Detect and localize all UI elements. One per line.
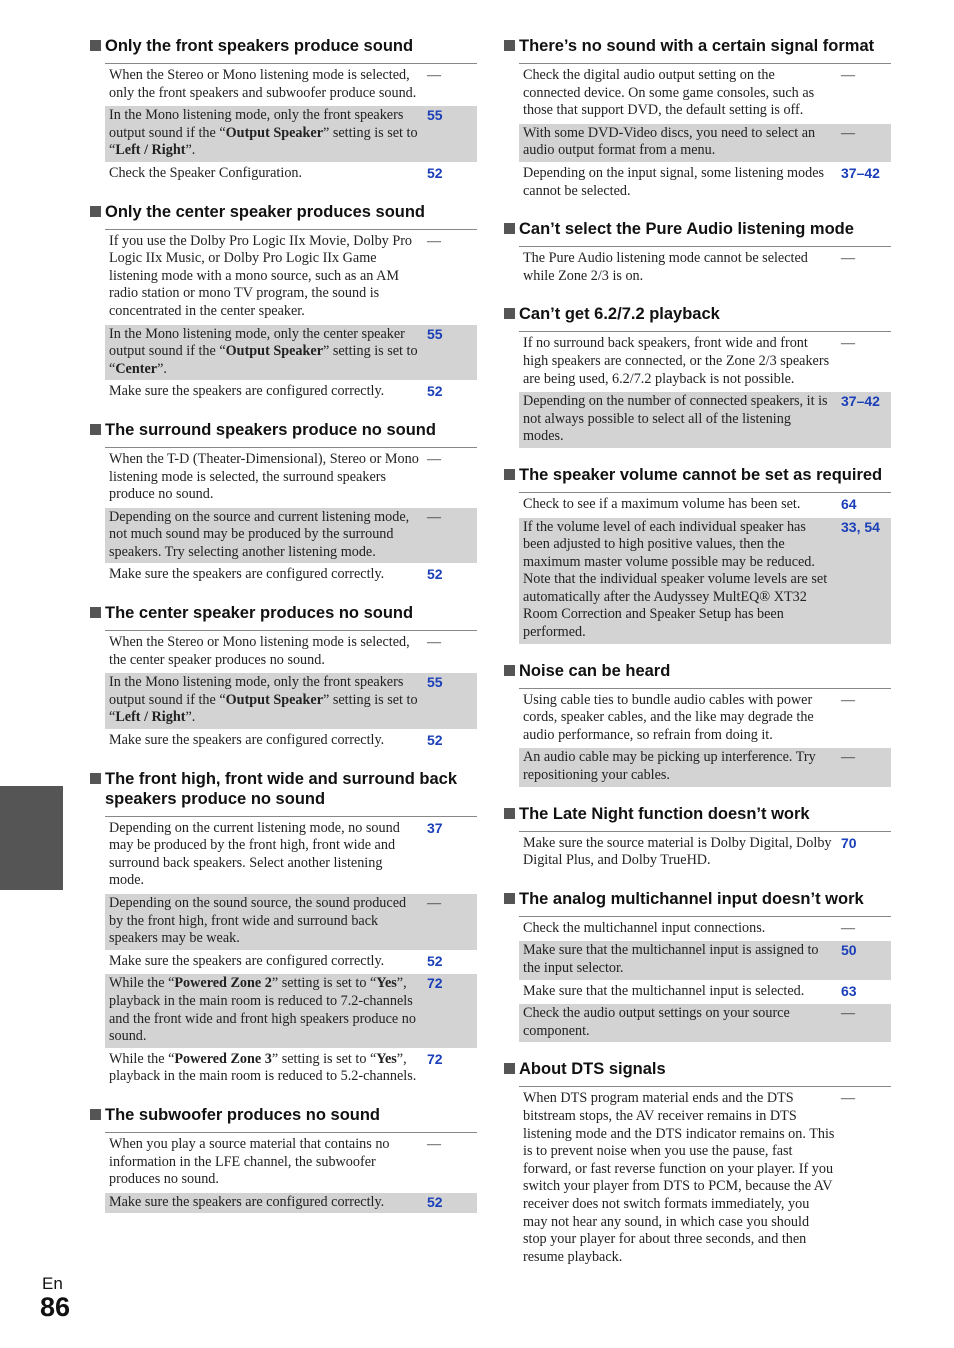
solution-text: Make sure the speakers are configured correctly. — [109, 566, 385, 583]
solution-text: In the Mono listening mode, only the front speakers output sound if the “Output Speaker” setting is set to “Left / Right”. — [109, 674, 418, 726]
section-the-speaker-volume-cannot-be-set-as-required — [504, 465, 891, 644]
solution-list — [105, 229, 477, 403]
no-page-reference: — — [427, 635, 441, 651]
page-reference-link[interactable]: 72 — [427, 1050, 443, 1067]
solution-text: If no surround back speakers, front wide and front high speakers are connected, or the Zone 2/3 speakers are being used, 6.2/7.2 playback is not possible. — [523, 335, 830, 387]
page-reference-link[interactable]: 52 — [427, 383, 443, 400]
square-bullet-icon — [504, 808, 515, 819]
square-bullet-icon — [90, 1109, 101, 1120]
solution-row — [519, 495, 891, 516]
solution-text: While the “Powered Zone 3” setting is set to “Yes”, playback in the main room is reduced to 5.2-channels. — [109, 1050, 417, 1085]
no-page-reference: — — [841, 692, 855, 708]
no-page-reference: — — [427, 233, 441, 249]
solution-list — [105, 816, 477, 1088]
page-reference-link[interactable]: 63 — [841, 982, 857, 999]
section-about-dts-signals — [504, 1059, 891, 1268]
solution-text: When the T-D (Theater-Dimensional), Stereo or Mono listening mode is selected, the surround speakers produce no sound. — [109, 450, 419, 503]
solution-list — [519, 331, 891, 448]
section-title — [504, 304, 891, 331]
solution-text: Depending on the number of connected speakers, it is not always possible to select all of the listening modes. — [523, 393, 828, 445]
square-bullet-icon — [504, 665, 515, 676]
no-page-reference: — — [841, 336, 855, 352]
section-title-text: About DTS signals — [519, 1060, 666, 1079]
solution-text: If you use the Dolby Pro Logic IIx Movie, Dolby Pro Logic IIx Music, or Dolby Pro Logic IIx Game listening mode with a mono source, such as an AM radio station or mono TV program, the sound is concentrated in the center speaker. — [109, 232, 413, 319]
page-reference-link[interactable]: 55 — [427, 107, 443, 124]
square-bullet-icon — [504, 40, 515, 51]
solution-text: When the Stereo or Mono listening mode is selected, the center speaker produces no sound. — [109, 634, 410, 668]
section-the-front-high-front-wide-and-surround-back-speakers-produce-no-sound — [90, 769, 477, 1088]
solution-list — [519, 1086, 891, 1268]
section-title-text: Noise can be heard — [519, 661, 671, 680]
section-title-text: The center speaker produces no sound — [105, 604, 414, 623]
solution-text: The Pure Audio listening mode cannot be selected while Zone 2/3 is on. — [523, 250, 808, 284]
solution-text: Check the digital audio output setting on the connected device. On some game consoles, such as those that support DVD, the default setting is off. — [523, 67, 815, 119]
solution-text: In the Mono listening mode, only the center speaker output sound if the “Output Speaker” setting is set to “Center”. — [109, 325, 418, 377]
solution-text: With some DVD-Video discs, you need to select an audio output format from a menu. — [523, 124, 816, 159]
solution-text: Make sure the speakers are configured correctly. — [109, 1193, 385, 1210]
solution-text: Depending on the source and current listening mode, not much sound may be produced by the surround speakers. Try selecting another listening mode. — [109, 508, 410, 560]
section-title — [90, 420, 477, 447]
solution-row — [519, 691, 891, 747]
page-reference-link[interactable]: 37–42 — [841, 393, 880, 410]
section-title-text: The analog multichannel input doesn’t work — [519, 889, 864, 908]
section-title-text: Can’t select the Pure Audio listening mode — [519, 220, 854, 239]
solution-text: An audio cable may be picking up interference. Try repositioning your cables. — [523, 749, 816, 784]
solution-row — [519, 1004, 891, 1042]
solution-text: In the Mono listening mode, only the front speakers output sound if the “Output Speaker” setting is set to “Left / Right”. — [109, 107, 418, 159]
section-title-text: Only the front speakers produce sound — [105, 37, 414, 55]
section-noise-can-be-heard — [504, 661, 891, 787]
solution-row — [105, 1193, 477, 1214]
section-title — [504, 1059, 891, 1086]
solution-row — [105, 819, 477, 892]
solution-text: Using cable ties to bundle audio cables with power cords, speaker cables, and the like may degrade the audio performance, so refrain from doing it. — [523, 691, 814, 743]
section-title-text: Can’t get 6.2/7.2 playback — [519, 305, 720, 324]
section-the-surround-speakers-produce-no-sound — [90, 420, 477, 586]
solution-row — [105, 633, 477, 671]
solution-row — [105, 1050, 477, 1088]
section-the-analog-multichannel-input-doesn-t-work — [504, 889, 891, 1043]
no-page-reference: — — [841, 920, 855, 936]
solution-row — [519, 249, 891, 287]
square-bullet-icon — [504, 223, 515, 234]
page-reference-link[interactable]: 37 — [427, 819, 443, 836]
solution-text: When DTS program material ends and the DTS bitstream stops, the AV receiver remains in DTS listening mode and the DTS indicator remains on. This is to prevent noise when you use the pause, fast forward, or fast reverse function on your player. If you switch your player from DTS to PCM, because the AV receiver does not switch formats immediately, you may not hear any sound, in which case you should stop your player for about three seconds, and then resume playback. — [523, 1090, 835, 1265]
solution-row — [519, 834, 891, 872]
section-only-the-center-speaker-produces-sound — [90, 202, 477, 403]
language-label: En — [42, 1274, 63, 1293]
square-bullet-icon — [504, 893, 515, 904]
page-reference-link[interactable]: 33, 54 — [841, 518, 880, 535]
solution-list — [519, 688, 891, 787]
no-page-reference: — — [841, 68, 855, 83]
no-page-reference: — — [427, 451, 441, 467]
solution-list — [105, 630, 477, 752]
page-reference-link[interactable]: 50 — [841, 942, 857, 959]
solution-row — [519, 518, 891, 644]
solution-text: While the “Powered Zone 2” setting is set to “Yes”, playback in the main room is reduced to 7.2-channels and the front wide and front high speakers produce no sound. — [109, 975, 416, 1045]
solution-row — [519, 982, 891, 1003]
solution-list — [105, 447, 477, 586]
no-page-reference: — — [841, 251, 855, 267]
no-page-reference: — — [841, 750, 855, 766]
solution-row — [105, 164, 477, 185]
section-title — [504, 661, 891, 688]
section-can-t-get-6-2-7-2-playback — [504, 304, 891, 448]
section-title — [504, 36, 891, 63]
solution-text: When the Stereo or Mono listening mode is selected, only the front speakers and subwoofer produce sound. — [109, 67, 417, 101]
page-reference-link[interactable]: 55 — [427, 325, 443, 342]
section-only-the-front-speakers-produce-sound — [90, 36, 477, 185]
chapter-tab — [0, 786, 63, 890]
solution-text: Make sure the speakers are configured correctly. — [109, 383, 385, 400]
solution-text: If the volume level of each individual speaker has been adjusted to high positive values, then the maximum master volume possible may be reduced. Note that the individual speaker volume levels are set automatically after the Audyssey MultEQ® XT32 Room Correction and Speaker Setup has been performed. — [523, 518, 828, 641]
solution-text: Make sure the speakers are configured correctly. — [109, 952, 385, 969]
solution-text: Check the Speaker Configuration. — [109, 164, 303, 181]
section-title-text: The surround speakers produce no sound — [105, 420, 436, 439]
no-page-reference: — — [841, 1091, 855, 1107]
solution-row — [105, 1135, 477, 1191]
solution-row — [519, 1089, 891, 1268]
page-reference-link[interactable]: 70 — [841, 834, 857, 851]
solution-text: Check the audio output settings on your source component. — [523, 1005, 790, 1039]
solution-row — [105, 673, 477, 729]
square-bullet-icon — [504, 1063, 515, 1074]
section-title-text: Only the center speaker produces sound — [105, 202, 426, 221]
page-reference-link[interactable]: 64 — [841, 495, 857, 512]
section-title — [504, 219, 891, 246]
no-page-reference: — — [427, 68, 441, 83]
section-title-text: There’s no sound with a certain signal format — [519, 37, 875, 55]
no-page-reference: — — [427, 896, 441, 911]
solution-list — [519, 916, 891, 1043]
solution-row — [105, 731, 477, 752]
page-reference-link[interactable]: 52 — [427, 1193, 443, 1210]
section-title — [90, 202, 477, 229]
left-column — [90, 36, 477, 1230]
solution-text: Make sure that the multichannel input is assigned to the input selector. — [523, 942, 819, 976]
section-the-center-speaker-produces-no-sound — [90, 603, 477, 752]
square-bullet-icon — [90, 40, 101, 51]
section-title — [90, 769, 477, 816]
section-the-late-night-function-doesn-t-work — [504, 804, 891, 872]
solution-text: Make sure the speakers are configured correctly. — [109, 732, 385, 749]
solution-row — [519, 392, 891, 448]
section-title-text: The subwoofer produces no sound — [105, 1105, 381, 1124]
section-title — [504, 465, 891, 492]
page-reference-link[interactable]: 52 — [427, 164, 443, 181]
solution-row — [105, 508, 477, 564]
no-page-reference: — — [841, 125, 855, 141]
page-reference-link[interactable]: 37–42 — [841, 164, 880, 181]
solution-row — [519, 748, 891, 786]
section-title-text: The front high, front wide and surround back speakers produce no sound — [105, 769, 457, 808]
solution-text: When you play a source material that contains no information in the LFE channel, the subwoofer produces no sound. — [109, 1135, 390, 1188]
solution-text: Make sure the source material is Dolby Digital, Dolby Digital Plus, and Dolby TrueHD. — [523, 834, 832, 869]
section-title — [90, 1105, 477, 1132]
square-bullet-icon — [90, 206, 101, 217]
solution-row — [105, 894, 477, 950]
solution-row — [519, 164, 891, 202]
solution-row — [105, 232, 477, 323]
section-can-t-select-the-pure-audio-listening-mode — [504, 219, 891, 287]
solution-row — [105, 325, 477, 381]
solution-row — [519, 66, 891, 122]
solution-list — [105, 63, 477, 185]
solution-row — [105, 106, 477, 162]
square-bullet-icon — [504, 308, 515, 319]
no-page-reference: — — [427, 1136, 441, 1152]
solution-row — [105, 952, 477, 973]
section-title — [504, 804, 891, 831]
solution-row — [519, 941, 891, 979]
page-reference-link[interactable]: 52 — [427, 566, 443, 583]
solution-text: Depending on the current listening mode, no sound may be produced by the front high, front wide and surround back speakers. Select another listening mode. — [109, 819, 400, 889]
page-reference-link[interactable]: 52 — [427, 952, 443, 969]
square-bullet-icon — [90, 607, 101, 618]
solution-text: Check the multichannel input connections. — [523, 919, 766, 936]
section-title — [90, 36, 477, 63]
page-reference-link[interactable]: 72 — [427, 975, 443, 992]
page-reference-link[interactable]: 52 — [427, 732, 443, 749]
solution-row — [519, 124, 891, 162]
solution-text: Make sure that the multichannel input is selected. — [523, 982, 805, 999]
solution-text: Check to see if a maximum volume has been set. — [523, 495, 801, 512]
solution-list — [105, 1132, 477, 1213]
section-there-s-no-sound-with-a-certain-signal-format — [504, 36, 891, 202]
section-title — [504, 889, 891, 916]
square-bullet-icon — [90, 773, 101, 784]
solution-list — [519, 63, 891, 202]
page-reference-link[interactable]: 55 — [427, 674, 443, 691]
solution-list — [519, 831, 891, 872]
solution-text: Depending on the input signal, some listening modes cannot be selected. — [523, 164, 825, 199]
square-bullet-icon — [504, 469, 515, 480]
section-the-subwoofer-produces-no-sound — [90, 1105, 477, 1213]
no-page-reference: — — [841, 1006, 855, 1022]
solution-row — [105, 974, 477, 1047]
right-column — [504, 36, 891, 1285]
page-number: 86 — [40, 1292, 71, 1322]
solution-row — [105, 450, 477, 506]
section-title — [90, 603, 477, 630]
solution-row — [105, 565, 477, 586]
solution-list — [519, 492, 891, 644]
square-bullet-icon — [90, 424, 101, 435]
no-page-reference: — — [427, 509, 441, 525]
solution-row — [105, 66, 477, 104]
section-title-text: The Late Night function doesn’t work — [519, 804, 810, 823]
solution-row — [519, 334, 891, 390]
section-title-text: The speaker volume cannot be set as required — [519, 465, 883, 484]
solution-list — [519, 246, 891, 287]
solution-text: Depending on the sound source, the sound produced by the front high, front wide and surround back speakers may be weak. — [109, 895, 407, 947]
solution-row — [105, 382, 477, 403]
solution-row — [519, 919, 891, 940]
